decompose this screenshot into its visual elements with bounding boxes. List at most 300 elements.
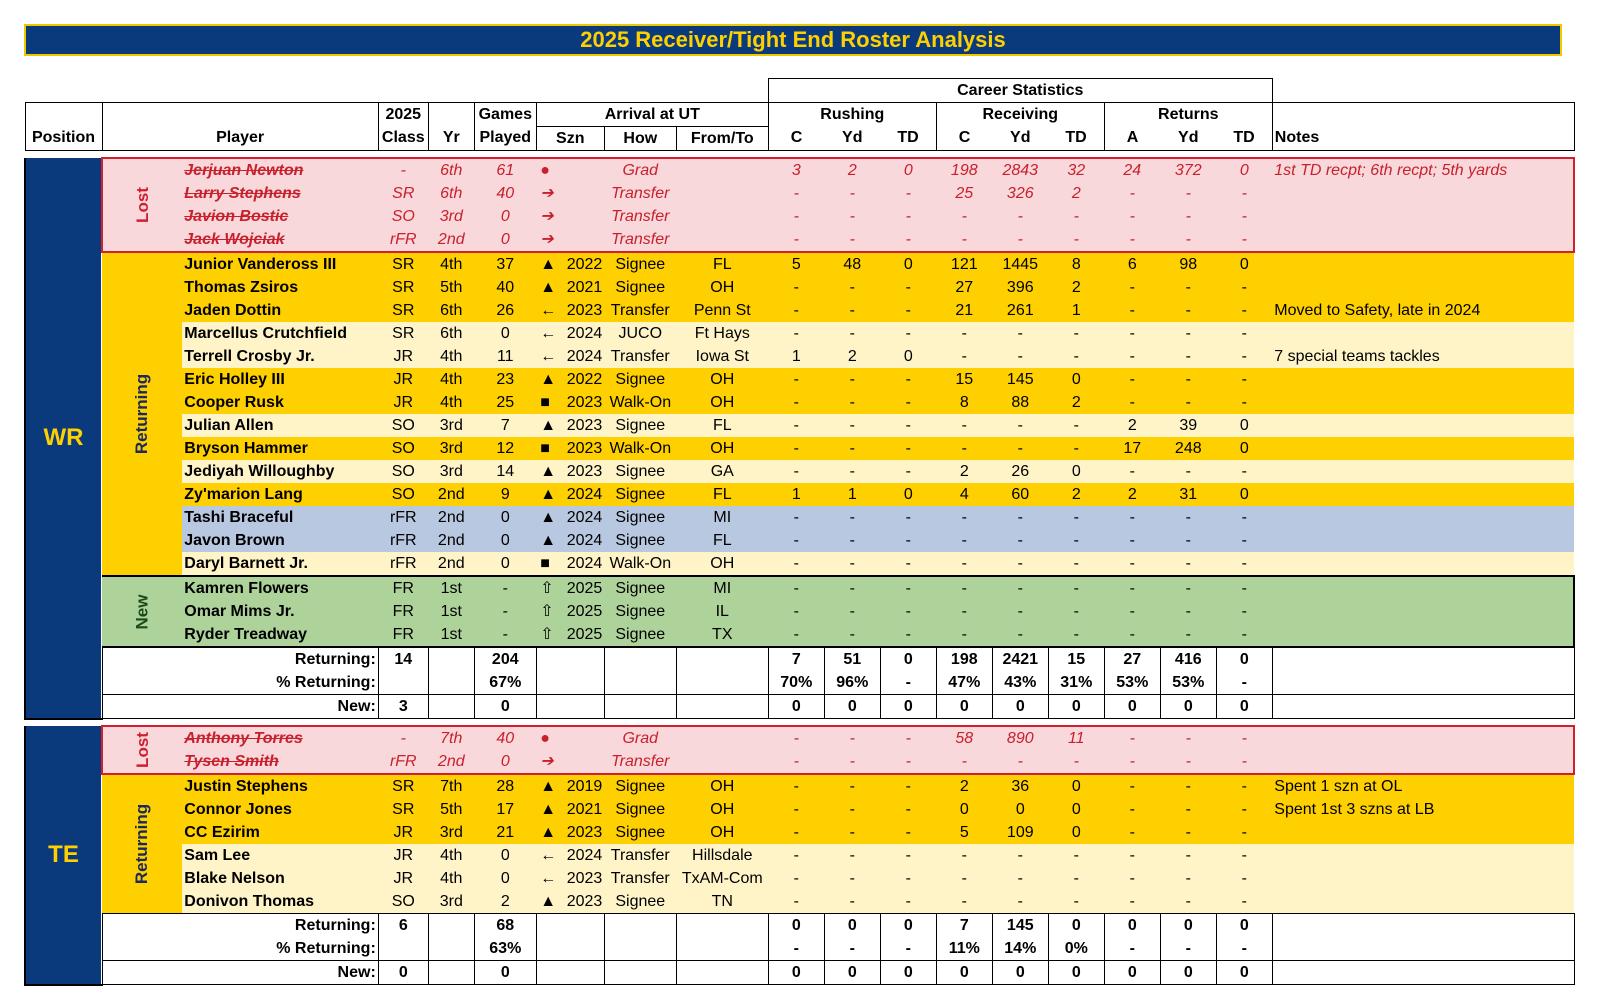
arrival-how: Walk-On xyxy=(604,391,676,414)
stat-cell: - xyxy=(824,368,880,391)
player-note xyxy=(1272,460,1574,483)
stat-cell: - xyxy=(992,529,1048,552)
arrival-symbol-icon: ▲ 2023 xyxy=(536,460,604,483)
stat-cell: 2 xyxy=(1048,483,1104,506)
stat-cell: - xyxy=(992,867,1048,890)
stat-cell: - xyxy=(1104,798,1160,821)
stat-cell: - xyxy=(1216,726,1272,750)
summary-blank xyxy=(428,914,474,938)
arrival-symbol-icon: ➔ xyxy=(536,228,604,252)
stat-cell: - xyxy=(880,437,936,460)
player-yr: 4th xyxy=(428,844,474,867)
stat-cell: - xyxy=(880,414,936,437)
stat-cell: - xyxy=(880,623,936,647)
player-yr: 2nd xyxy=(428,552,474,576)
stat-col-header: A xyxy=(1104,127,1160,151)
player-name: Jerjuan Newton xyxy=(182,158,378,182)
stat-cell: - xyxy=(824,623,880,647)
player-class: SR xyxy=(378,322,428,345)
arrival-how: Signee xyxy=(604,798,676,821)
stat-cell: - xyxy=(1216,821,1272,844)
player-note xyxy=(1272,205,1574,228)
stat-cell: 890 xyxy=(992,726,1048,750)
arrival-from-to: MI xyxy=(676,506,768,529)
stat-cell: 27 xyxy=(936,276,992,299)
stat-cell: - xyxy=(1104,299,1160,322)
stat-cell: - xyxy=(1160,182,1216,205)
summary-blank xyxy=(676,671,768,695)
stat-cell: - xyxy=(824,391,880,414)
arrival-season: 2023 xyxy=(566,869,603,887)
stat-cell: - xyxy=(1048,576,1104,600)
stat-cell: 261 xyxy=(992,299,1048,322)
stat-cell: - xyxy=(1216,460,1272,483)
player-class: SR xyxy=(378,182,428,205)
position-label: WR xyxy=(25,158,102,719)
stat-cell: - xyxy=(936,600,992,623)
stat-cell: - xyxy=(1160,798,1216,821)
games-played: 11 xyxy=(474,345,536,368)
receiving-header: Receiving xyxy=(936,103,1104,127)
stat-cell: - xyxy=(992,623,1048,647)
arrival-season: 2024 xyxy=(566,508,603,526)
player-yr: 5th xyxy=(428,276,474,299)
summary-blank xyxy=(428,961,474,985)
stat-cell: 3 xyxy=(768,158,824,182)
player-class: SR xyxy=(378,798,428,821)
stat-cell: - xyxy=(768,437,824,460)
player-note xyxy=(1272,391,1574,414)
stat-cell: - xyxy=(1048,529,1104,552)
stat-cell: 32 xyxy=(1048,158,1104,182)
stat-cell: 396 xyxy=(992,276,1048,299)
stat-cell: - xyxy=(1216,368,1272,391)
stat-cell: - xyxy=(1216,844,1272,867)
stat-cell: - xyxy=(1048,414,1104,437)
stat-cell: - xyxy=(880,276,936,299)
stat-cell: - xyxy=(768,299,824,322)
player-class: SR xyxy=(378,276,428,299)
stat-cell: - xyxy=(768,182,824,205)
stat-cell: - xyxy=(880,821,936,844)
summary-row xyxy=(25,937,1574,961)
stat-cell: - xyxy=(992,552,1048,576)
stat-cell: - xyxy=(1048,867,1104,890)
stat-cell: 8 xyxy=(1048,252,1104,276)
summary-stat: 0 xyxy=(936,695,992,719)
stat-cell: - xyxy=(936,623,992,647)
player-name: Jack Wojciak xyxy=(182,228,378,252)
stat-cell: 0 xyxy=(880,483,936,506)
player-note: 7 special teams tackles xyxy=(1272,345,1574,368)
games-played: 0 xyxy=(474,750,536,774)
stat-cell: - xyxy=(1104,205,1160,228)
arrival-season: 2023 xyxy=(566,301,603,319)
arrival-season: 2024 xyxy=(566,347,603,365)
stat-cell: 0 xyxy=(1048,821,1104,844)
summary-stat: - xyxy=(824,937,880,961)
arrival-from-to: OH xyxy=(676,552,768,576)
games-played: - xyxy=(474,600,536,623)
player-note xyxy=(1272,726,1574,750)
player-yr: 3rd xyxy=(428,890,474,914)
player-name: Javon Brown xyxy=(182,529,378,552)
summary-stat: 0 xyxy=(1160,961,1216,985)
summary-stat: 53% xyxy=(1104,671,1160,695)
stat-cell: - xyxy=(1216,506,1272,529)
summary-blank xyxy=(536,961,604,985)
stat-cell: - xyxy=(936,205,992,228)
player-yr: 2nd xyxy=(428,483,474,506)
arrival-from-to: TX xyxy=(676,623,768,647)
player-name: Connor Jones xyxy=(182,798,378,821)
player-row xyxy=(25,276,1574,299)
arrival-from-to xyxy=(676,158,768,182)
player-class: FR xyxy=(378,576,428,600)
summary-blank xyxy=(604,914,676,938)
summary-stat: - xyxy=(1216,937,1272,961)
arrival-how: Walk-On xyxy=(604,552,676,576)
player-row xyxy=(25,182,1574,205)
stat-cell: 21 xyxy=(936,299,992,322)
summary-blank xyxy=(1272,647,1574,671)
fromto-header: From/To xyxy=(676,127,768,151)
stat-cell: - xyxy=(936,552,992,576)
player-name: Terrell Crosby Jr. xyxy=(182,345,378,368)
stat-cell: - xyxy=(824,322,880,345)
arrival-how: Transfer xyxy=(604,228,676,252)
stat-cell: - xyxy=(1216,798,1272,821)
arrival-season: 2025 xyxy=(566,579,603,597)
player-note xyxy=(1272,867,1574,890)
stat-cell: - xyxy=(1104,368,1160,391)
summary-blank xyxy=(1272,914,1574,938)
games-header-top: Games xyxy=(474,103,536,127)
stat-cell: - xyxy=(1048,552,1104,576)
summary-stat: 47% xyxy=(936,671,992,695)
player-note xyxy=(1272,750,1574,774)
stat-cell: 248 xyxy=(1160,437,1216,460)
summary-stat: 0 xyxy=(1048,695,1104,719)
stat-cell: - xyxy=(936,529,992,552)
stat-cell: - xyxy=(1160,228,1216,252)
player-note xyxy=(1272,844,1574,867)
summary-class-count: 6 xyxy=(378,914,428,938)
stat-cell: - xyxy=(992,228,1048,252)
summary-blank xyxy=(676,914,768,938)
arrival-symbol-icon: ▲ 2024 xyxy=(536,483,604,506)
arrival-from-to: OH xyxy=(676,437,768,460)
stat-cell: - xyxy=(1216,600,1272,623)
stat-cell: 0 xyxy=(1048,368,1104,391)
stat-cell: - xyxy=(880,576,936,600)
player-class: JR xyxy=(378,345,428,368)
stat-cell: - xyxy=(824,437,880,460)
arrival-how: Signee xyxy=(604,890,676,914)
player-yr: 7th xyxy=(428,774,474,798)
summary-label: New: xyxy=(102,961,378,985)
group-label-text: Lost xyxy=(132,732,152,768)
stat-cell: 109 xyxy=(992,821,1048,844)
stat-cell: 0 xyxy=(1216,437,1272,460)
arrival-season: 2023 xyxy=(566,462,603,480)
stat-cell: - xyxy=(1104,726,1160,750)
position-header: Position xyxy=(25,127,102,151)
arrival-how: Transfer xyxy=(604,299,676,322)
szn-header: Szn xyxy=(536,127,604,151)
stat-col-header: TD xyxy=(1216,127,1272,151)
summary-class-count: 0 xyxy=(378,961,428,985)
arrival-how: Signee xyxy=(604,276,676,299)
stat-cell: 98 xyxy=(1160,252,1216,276)
summary-stat: 7 xyxy=(936,914,992,938)
arrival-season: 2022 xyxy=(566,370,603,388)
games-played: 0 xyxy=(474,867,536,890)
stat-cell: - xyxy=(1104,821,1160,844)
games-played: 28 xyxy=(474,774,536,798)
stat-cell: - xyxy=(880,600,936,623)
player-name: Eric Holley III xyxy=(182,368,378,391)
stat-cell: 1 xyxy=(768,345,824,368)
player-yr: 4th xyxy=(428,867,474,890)
summary-label: % Returning: xyxy=(102,671,378,695)
stat-cell: - xyxy=(1048,890,1104,914)
stat-cell: - xyxy=(936,228,992,252)
games-played: 0 xyxy=(474,205,536,228)
player-yr: 4th xyxy=(428,368,474,391)
player-name: Marcellus Crutchfield xyxy=(182,322,378,345)
player-row xyxy=(25,506,1574,529)
arrival-season: 2024 xyxy=(566,485,603,503)
arrival-season: 2024 xyxy=(566,846,603,864)
player-class: rFR xyxy=(378,552,428,576)
summary-row xyxy=(25,914,1574,938)
stat-cell: - xyxy=(1216,529,1272,552)
arrival-how: Transfer xyxy=(604,750,676,774)
player-note xyxy=(1272,821,1574,844)
player-row xyxy=(25,726,1574,750)
stat-cell: - xyxy=(824,182,880,205)
player-row xyxy=(25,821,1574,844)
games-played: 21 xyxy=(474,821,536,844)
arrival-how: Signee xyxy=(604,774,676,798)
arrival-symbol-icon: ⇧ 2025 xyxy=(536,576,604,600)
summary-label: % Returning: xyxy=(102,937,378,961)
summary-stat: 15 xyxy=(1048,647,1104,671)
player-name: Ryder Treadway xyxy=(182,623,378,647)
summary-blank xyxy=(428,671,474,695)
stat-cell: - xyxy=(768,726,824,750)
stat-cell: - xyxy=(824,750,880,774)
stat-cell: 1 xyxy=(824,483,880,506)
arrival-season: 2025 xyxy=(566,625,603,643)
stat-cell: - xyxy=(880,299,936,322)
arrival-season: 2023 xyxy=(566,823,603,841)
summary-stat: 11% xyxy=(936,937,992,961)
player-row xyxy=(25,368,1574,391)
stat-cell: 0 xyxy=(1216,483,1272,506)
arrival-how: Transfer xyxy=(604,844,676,867)
stat-cell: 31 xyxy=(1160,483,1216,506)
stat-cell: 2 xyxy=(1048,182,1104,205)
stat-cell: - xyxy=(936,437,992,460)
player-note xyxy=(1272,506,1574,529)
stat-cell: 39 xyxy=(1160,414,1216,437)
group-label-new xyxy=(102,576,182,647)
stat-cell: - xyxy=(1048,600,1104,623)
stat-cell: - xyxy=(880,460,936,483)
player-row xyxy=(25,299,1574,322)
stat-cell: - xyxy=(992,844,1048,867)
stat-cell: - xyxy=(768,844,824,867)
stat-cell: - xyxy=(1104,774,1160,798)
stat-cell: - xyxy=(1216,228,1272,252)
stat-cell: - xyxy=(824,414,880,437)
summary-blank xyxy=(604,961,676,985)
arrival-season: 2022 xyxy=(566,255,603,273)
stat-cell: - xyxy=(936,844,992,867)
stat-cell: 88 xyxy=(992,391,1048,414)
stat-cell: - xyxy=(1160,726,1216,750)
player-yr: 3rd xyxy=(428,205,474,228)
arrival-from-to: Hillsdale xyxy=(676,844,768,867)
stat-cell: 2 xyxy=(936,460,992,483)
player-class: SO xyxy=(378,414,428,437)
player-row xyxy=(25,158,1574,182)
summary-blank xyxy=(676,937,768,961)
stat-col-header: C xyxy=(768,127,824,151)
stat-cell: - xyxy=(1160,529,1216,552)
arrival-symbol-icon: ← 2024 xyxy=(536,322,604,345)
stat-cell: - xyxy=(936,576,992,600)
summary-blank xyxy=(604,695,676,719)
summary-stat: 145 xyxy=(992,914,1048,938)
stat-cell: - xyxy=(992,437,1048,460)
player-class: FR xyxy=(378,600,428,623)
games-played: 40 xyxy=(474,276,536,299)
summary-stat: 0 xyxy=(1160,695,1216,719)
player-row xyxy=(25,774,1574,798)
stat-cell: 60 xyxy=(992,483,1048,506)
group-label-text: Returning xyxy=(132,803,152,885)
stat-cell: - xyxy=(880,322,936,345)
player-name: Larry Stephens xyxy=(182,182,378,205)
arrival-how: Signee xyxy=(604,821,676,844)
player-name: Justin Stephens xyxy=(182,774,378,798)
player-class: JR xyxy=(378,368,428,391)
player-note: Moved to Safety, late in 2024 xyxy=(1272,299,1574,322)
player-yr: 3rd xyxy=(428,460,474,483)
stat-cell: - xyxy=(768,867,824,890)
summary-class-count xyxy=(378,937,428,961)
summary-blank xyxy=(604,671,676,695)
player-yr: 3rd xyxy=(428,821,474,844)
arrival-from-to xyxy=(676,205,768,228)
summary-stat: 0 xyxy=(1104,961,1160,985)
player-yr: 1st xyxy=(428,600,474,623)
stat-cell: - xyxy=(1160,276,1216,299)
games-played: 40 xyxy=(474,182,536,205)
arrival-from-to: OH xyxy=(676,368,768,391)
stat-cell: - xyxy=(1160,506,1216,529)
stat-cell: - xyxy=(768,414,824,437)
stat-cell: - xyxy=(1216,576,1272,600)
arrival-symbol-icon: ▲ 2023 xyxy=(536,821,604,844)
arrival-from-to: OH xyxy=(676,391,768,414)
stat-cell: - xyxy=(824,600,880,623)
stat-cell: 1 xyxy=(1048,299,1104,322)
summary-stat: 70% xyxy=(768,671,824,695)
games-played: 25 xyxy=(474,391,536,414)
stat-cell: - xyxy=(824,890,880,914)
arrival-symbol-icon: ■ 2023 xyxy=(536,437,604,460)
played-header: Played xyxy=(474,127,536,151)
player-class: rFR xyxy=(378,228,428,252)
stat-cell: - xyxy=(1160,299,1216,322)
stat-cell: - xyxy=(824,821,880,844)
stat-cell: - xyxy=(1104,623,1160,647)
stat-cell: 0 xyxy=(880,158,936,182)
stat-cell: - xyxy=(992,750,1048,774)
stat-cell: - xyxy=(1104,750,1160,774)
arrival-from-to: FL xyxy=(676,252,768,276)
stat-cell: - xyxy=(1216,391,1272,414)
player-class: rFR xyxy=(378,506,428,529)
player-name: Tysen Smith xyxy=(182,750,378,774)
player-name: Cooper Rusk xyxy=(182,391,378,414)
stat-cell: - xyxy=(1216,322,1272,345)
player-yr: 6th xyxy=(428,182,474,205)
summary-stat: 0 xyxy=(1104,695,1160,719)
stat-cell: - xyxy=(1160,623,1216,647)
games-played: 7 xyxy=(474,414,536,437)
player-yr: 2nd xyxy=(428,529,474,552)
games-played: 9 xyxy=(474,483,536,506)
summary-stat: 51 xyxy=(824,647,880,671)
stat-cell: - xyxy=(824,506,880,529)
player-yr: 2nd xyxy=(428,750,474,774)
arrival-symbol-icon: ▲ 2022 xyxy=(536,252,604,276)
group-label-text: New xyxy=(132,594,152,629)
player-row xyxy=(25,798,1574,821)
class-header: Class xyxy=(378,127,428,151)
stat-cell: - xyxy=(824,798,880,821)
arrival-season: 2021 xyxy=(566,800,603,818)
stat-cell: - xyxy=(824,299,880,322)
arrival-season: 2023 xyxy=(566,892,603,910)
stat-cell: 2 xyxy=(936,774,992,798)
summary-stat: 31% xyxy=(1048,671,1104,695)
arrival-from-to: OH xyxy=(676,276,768,299)
player-name: Javion Bostic xyxy=(182,205,378,228)
summary-stat: - xyxy=(1160,937,1216,961)
summary-stat: 0 xyxy=(768,914,824,938)
arrival-from-to: FL xyxy=(676,483,768,506)
player-row xyxy=(25,867,1574,890)
stat-col-header: TD xyxy=(1048,127,1104,151)
summary-games: 63% xyxy=(474,937,536,961)
stat-cell: - xyxy=(1160,460,1216,483)
stat-cell: 0 xyxy=(992,798,1048,821)
summary-class-count xyxy=(378,671,428,695)
arrival-how: Signee xyxy=(604,483,676,506)
stat-cell: - xyxy=(1160,576,1216,600)
stat-cell: - xyxy=(824,552,880,576)
stat-cell: - xyxy=(992,345,1048,368)
summary-stat: 0 xyxy=(1104,914,1160,938)
player-class: SO xyxy=(378,437,428,460)
stat-cell: - xyxy=(1048,844,1104,867)
